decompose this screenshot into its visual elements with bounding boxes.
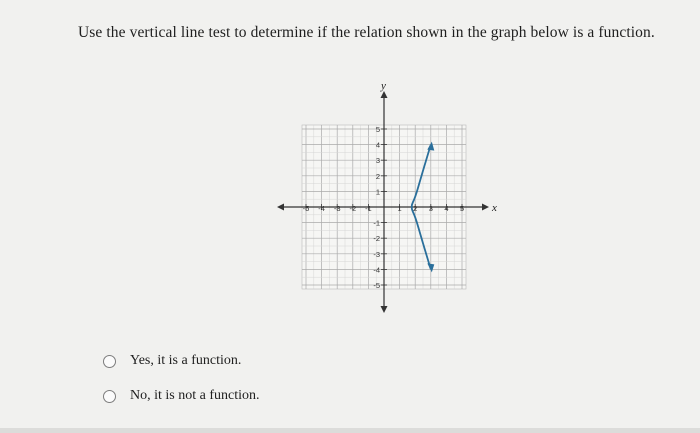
relation-graph-svg xyxy=(270,78,510,318)
x-tick-label: 3 xyxy=(428,204,433,213)
x-tick-label: 4 xyxy=(444,204,449,213)
y-axis-label: y xyxy=(381,80,386,92)
relation-graph xyxy=(270,78,510,318)
y-tick-label: -5 xyxy=(373,281,380,290)
y-axis-arrow-down xyxy=(381,306,388,313)
x-tick-label: -3 xyxy=(333,204,341,213)
y-tick-label: -1 xyxy=(373,218,380,228)
x-tick-label: 5 xyxy=(459,204,465,213)
y-axis-arrow-up xyxy=(381,91,388,98)
y-tick-label: 4 xyxy=(375,140,380,150)
option-yes-label: Yes, it is a function. xyxy=(130,353,242,368)
x-tick-label: -2 xyxy=(349,204,357,213)
answer-options xyxy=(103,352,260,422)
x-tick-label: -4 xyxy=(318,204,325,213)
x-axis-label: x xyxy=(492,202,497,214)
x-axis-arrow-left xyxy=(277,204,284,211)
y-tick-label: 2 xyxy=(375,171,380,181)
x-tick-label: -5 xyxy=(302,204,310,213)
y-tick-label: 1 xyxy=(375,187,380,197)
option-yes[interactable] xyxy=(103,352,260,370)
bottom-edge xyxy=(0,428,700,433)
y-tick-label: 5 xyxy=(375,125,380,134)
y-tick-label: -2 xyxy=(373,234,380,244)
x-tick-label: 2 xyxy=(413,204,418,213)
x-tick-label: -1 xyxy=(365,204,372,213)
radio-button-no[interactable] xyxy=(103,390,116,403)
y-tick-label: -3 xyxy=(373,249,380,259)
option-no-label: No, it is not a function. xyxy=(130,388,260,403)
radio-button-yes[interactable] xyxy=(103,355,116,368)
y-tick-label: 3 xyxy=(375,156,380,166)
x-tick-label: 1 xyxy=(397,204,402,213)
y-tick-label: -4 xyxy=(373,265,380,275)
option-no[interactable] xyxy=(103,387,260,405)
x-axis-arrow-right xyxy=(482,204,489,211)
question-text: Use the vertical line test to determine if the relation shown in the graph below is a function. xyxy=(78,24,655,41)
